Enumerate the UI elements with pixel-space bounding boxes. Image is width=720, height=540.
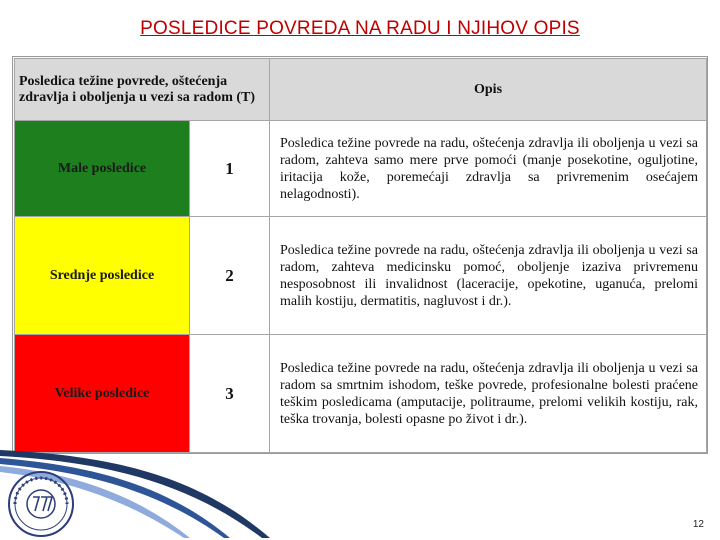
severity-description-major: Posledica težine povrede na radu, oštećenja zdravlja ili oboljenja u vezi sa radom sa smrtnim ishodom, teške povrede, profesionalne bolesti praćene teškim posledicama (amputacije, politraume, prelomi velikih kostiju, rak, teška trovanja, bolesti opasne po život i dr.). [270, 335, 707, 453]
decorative-swoosh [0, 448, 720, 540]
severity-value-minor: 1 [190, 121, 270, 217]
page-number: 12 [692, 519, 704, 530]
severity-label-medium: Srednje posledice [15, 217, 190, 335]
severity-label-minor: Male posledice [15, 121, 190, 217]
header-description: Opis [270, 59, 707, 121]
severity-value-major: 3 [190, 335, 270, 453]
severity-value-medium: 2 [190, 217, 270, 335]
severity-table [14, 58, 707, 453]
table-row [15, 335, 707, 453]
severity-description-medium: Posledica težine povrede na radu, oštećenja zdravlja ili oboljenja u vezi sa radom, zahteva medicinsku pomoć, oboljenje izaziva privremenu nesposobnost ili invalidnost (laceracije, opekotine, uganuća, prelomi malih kostiju, dermatitis, nagluvost i dr.). [270, 217, 707, 335]
severity-description-minor: Posledica težine povrede na radu, oštećenja zdravlja ili oboljenja u vezi sa radom, zahteva samo mere prve pomoći (manje posekotine, oguljotine, iritacija kože, poremećaji zdravlja sa privremenim osećajem nelagodnosti). [270, 121, 707, 217]
severity-label-major: Velike posledice [15, 335, 190, 453]
table-row [15, 121, 707, 217]
header-severity: Posledica težine povrede, oštećenja zdravlja i oboljenja u vezi sa radom (T) [15, 59, 270, 121]
institution-seal-icon [6, 470, 76, 538]
table-row [15, 217, 707, 335]
page-title: POSLEDICE POVREDA NA RADU I NJIHOV OPIS [140, 18, 580, 39]
table-header-row [15, 59, 707, 121]
